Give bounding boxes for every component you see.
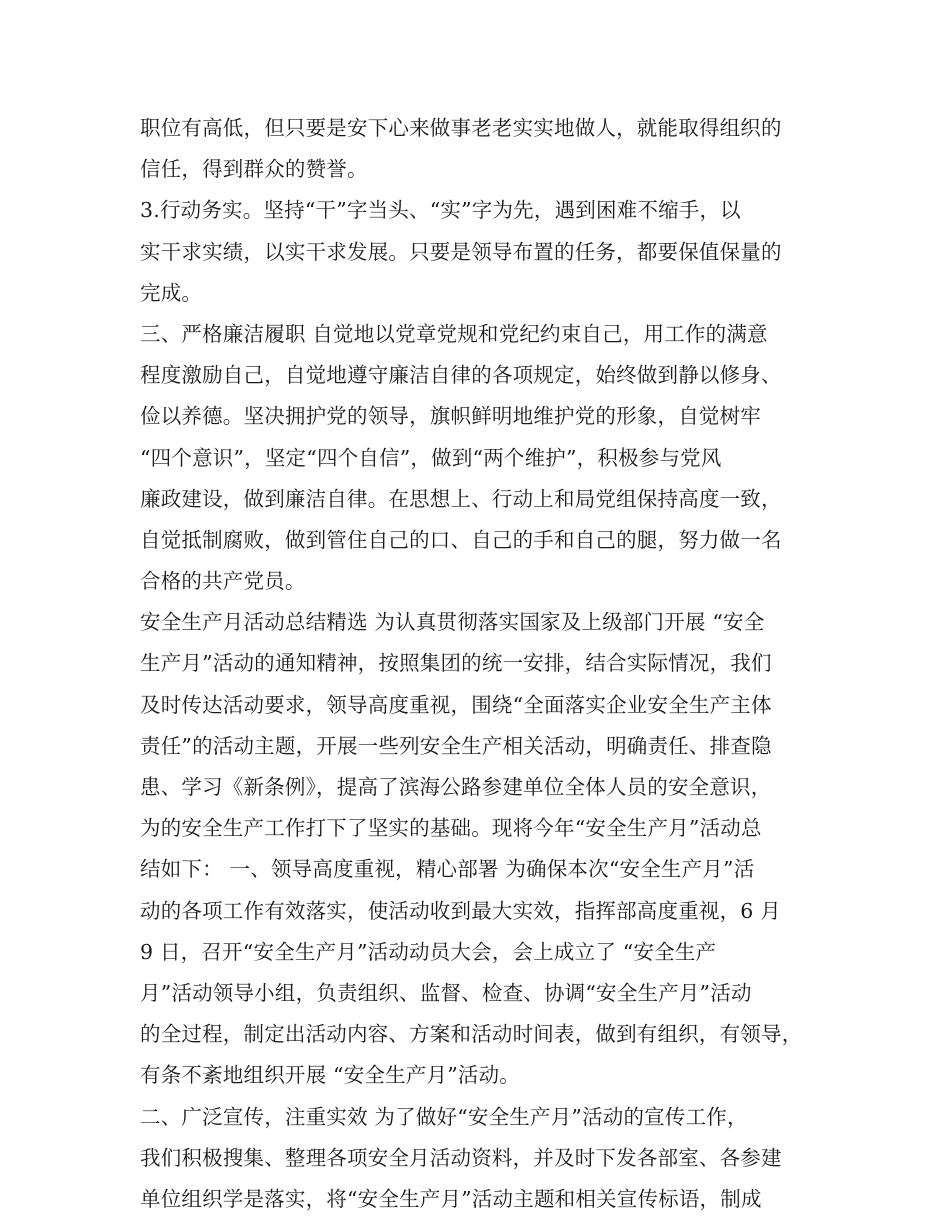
- text-line: 俭以养德。坚决拥护党的领导，旗帜鲜明地维护党的形象，自觉树牢: [140, 404, 761, 429]
- text-line: 我们积极搜集、整理各项安全月活动资料，并及时下发各部室、各参建: [140, 1145, 782, 1170]
- text-line: 生产月”活动的通知精神，按照集团的统一安排，结合实际情况，我们: [140, 651, 772, 676]
- text-line: 信任，得到群众的赞誉。: [140, 157, 368, 182]
- text-line: 患、学习《新条例》，提高了滨海公路参建单位全体人员的安全意识，: [140, 775, 772, 799]
- text-line: 职位有高低，但只要是安下心来做事老老实实地做人，就能取得组织的: [140, 116, 782, 140]
- text-line: 的全过程，制定出活动内容、方案和活动时间表，做到有组织，有领导，: [140, 1022, 803, 1047]
- text-line: “四个意识”，坚定“四个自信”，做到“两个维护”，积极参与党风: [140, 445, 722, 470]
- text-line: 9 日，召开“安全生产月”活动动员大会，会上成立了 “安全生产: [140, 939, 717, 964]
- text-line: 三、严格廉洁履职 自觉地以党章党规和党纪约束自己，用工作的满意: [140, 321, 768, 346]
- text-line: 自觉抵制腐败，做到管住自己的口、自己的手和自己的腿，努力做一名: [140, 527, 782, 552]
- text-line: 3.行动务实。坚持“干”字当头、“实”字为先，遇到困难不缩手，以: [140, 198, 741, 223]
- text-line: 合格的共产党员。: [140, 569, 306, 594]
- text-line: 实干求实绩，以实干求发展。只要是领导布置的任务，都要保值保量的: [140, 239, 782, 264]
- text-line: 月”活动领导小组，负责组织、监督、检查、协调“安全生产月”活动: [140, 980, 752, 1005]
- text-line: 单位组织学是落实，将“安全生产月”活动主题和相关宣传标语，制成: [140, 1186, 762, 1211]
- text-line: 动的各项工作有效落实，使活动收到最大实效，指挥部高度重视，6 月: [140, 898, 781, 923]
- document-body: [140, 108, 830, 1220]
- text-line: 安全生产月活动总结精选 为认真贯彻落实国家及上级部门开展 “安全: [140, 610, 765, 635]
- text-line: 为的安全生产工作打下了坚实的基础。现将今年“安全生产月”活动总: [140, 816, 762, 841]
- text-line: 及时传达活动要求，领导高度重视，围绕“全面落实企业安全生产主体: [140, 692, 772, 717]
- text-line: 结如下： 一、领导高度重视，精心部署 为确保本次“安全生产月”活: [140, 857, 755, 882]
- text-line: 廉政建设，做到廉洁自律。在思想上、行动上和局党组保持高度一致，: [140, 486, 782, 511]
- text-line: 责任”的活动主题，开展一些列安全生产相关活动，明确责任、排查隐: [140, 733, 772, 758]
- text-line: 完成。: [140, 280, 203, 305]
- text-line: 有条不紊地组织开展 “安全生产月”活动。: [140, 1063, 520, 1088]
- text-line: 二、广泛宣传，注重实效 为了做好“安全生产月”活动的宣传工作，: [140, 1104, 748, 1129]
- text-line: 程度激励自己，自觉地遵守廉洁自律的各项规定，始终做到静以修身、: [140, 363, 782, 388]
